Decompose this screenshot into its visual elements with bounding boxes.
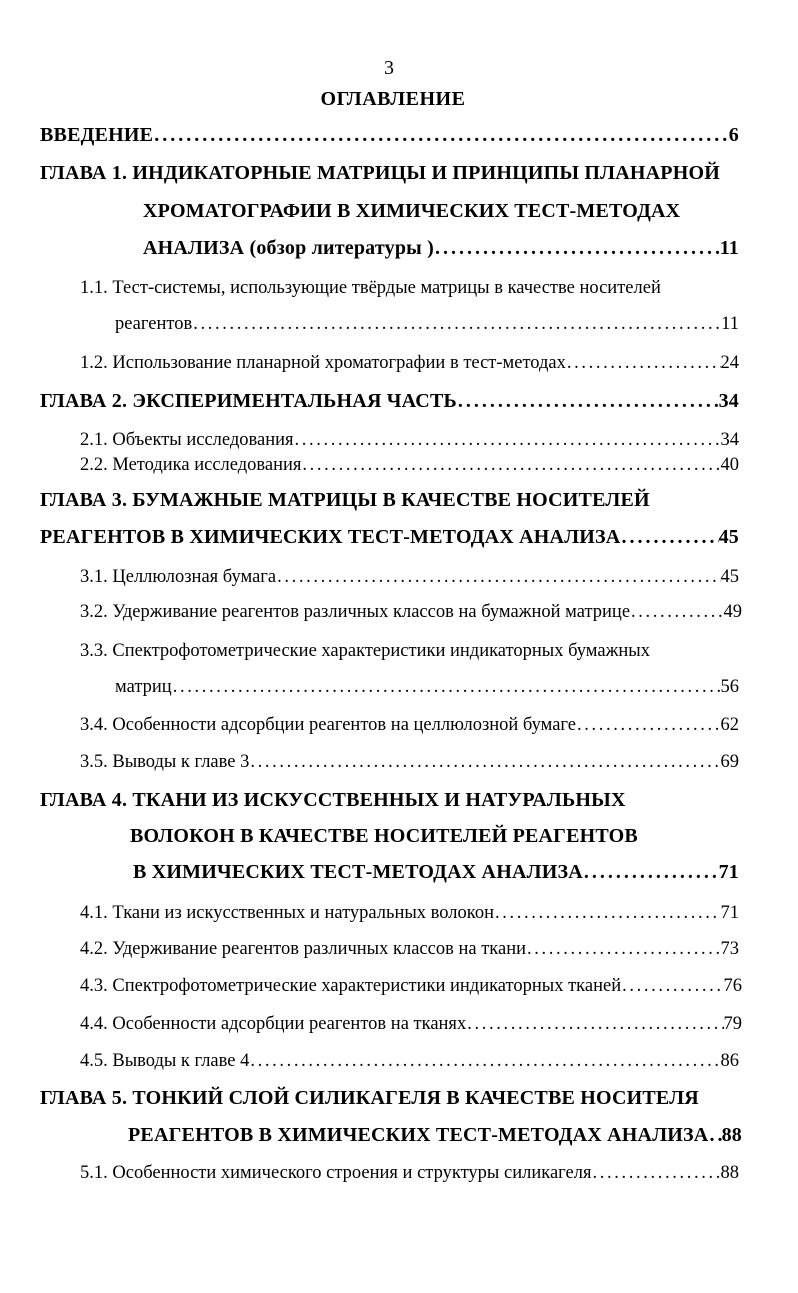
- toc-entry-text: 4.4. Особенности адсорбции реагентов на тканях: [80, 1014, 467, 1034]
- toc-entry-text: 3.4. Особенности адсорбции реагентов на целлюлозной бумаге: [80, 715, 576, 735]
- toc-page-number: 40: [720, 455, 739, 475]
- toc-page-number: 88: [721, 1124, 742, 1146]
- toc-entry-text: ГЛАВА 2. ЭКСПЕРИМЕНТАЛЬНАЯ ЧАСТЬ: [40, 390, 457, 412]
- toc-page-number: 11: [719, 237, 739, 259]
- toc-chapter-line: [40, 390, 739, 412]
- toc-entry-text: ГЛАВА 3. БУМАЖНЫЕ МАТРИЦЫ В КАЧЕСТВЕ НОСИТЕЛЕЙ: [40, 489, 650, 511]
- toc-chapter-line: [40, 789, 626, 811]
- toc-entry-text: РЕАГЕНТОВ В ХИМИЧЕСКИХ ТЕСТ-МЕТОДАХ АНАЛИЗА: [128, 1124, 709, 1146]
- toc-page-number: 76: [723, 976, 742, 996]
- dot-leader: [249, 751, 720, 773]
- toc-entry-text: 4.1. Ткани из искусственных и натуральных волокон: [80, 903, 494, 923]
- toc-chapter-line: [40, 489, 650, 511]
- dot-leader: [576, 714, 721, 736]
- toc-entry-text: 1.2. Использование планарной хроматографии в тест-методах: [80, 353, 566, 373]
- toc-page-number: 45: [720, 567, 739, 587]
- toc-page-number: 11: [721, 314, 739, 334]
- toc-section-line: [80, 714, 739, 736]
- toc-entry-text: ГЛАВА 4. ТКАНИ ИЗ ИСКУССТВЕННЫХ И НАТУРАЛЬНЫХ: [40, 789, 626, 811]
- toc-chapter-line: [128, 1124, 742, 1146]
- dot-leader: [494, 902, 721, 924]
- dot-leader: [526, 938, 721, 960]
- dot-leader: [153, 124, 729, 146]
- dot-leader: [457, 390, 719, 412]
- toc-chapter-line: [40, 526, 739, 548]
- toc-entry-text: 3.3. Спектрофотометрические характеристики индикаторных бумажных: [80, 641, 650, 661]
- toc-section-line: [80, 640, 650, 662]
- toc-entry-text: матриц: [115, 677, 172, 697]
- toc-entry-text: РЕАГЕНТОВ В ХИМИЧЕСКИХ ТЕСТ-МЕТОДАХ АНАЛИЗА: [40, 526, 621, 548]
- toc-chapter-line: [40, 162, 720, 184]
- toc-chapter-line: [133, 861, 739, 883]
- toc-page-number: 34: [720, 430, 739, 450]
- toc-section-line: [80, 352, 739, 374]
- toc-entry-text: ВОЛОКОН В КАЧЕСТВЕ НОСИТЕЛЕЙ РЕАГЕНТОВ: [130, 825, 638, 847]
- toc-entry-text: 3.1. Целлюлозная бумага: [80, 567, 277, 587]
- dot-leader: [466, 1013, 723, 1035]
- dot-leader: [621, 975, 723, 997]
- toc-entry-text: реагентов: [115, 314, 193, 334]
- page-number: 3: [384, 57, 394, 79]
- toc-section-line: [80, 1162, 739, 1184]
- dot-leader: [630, 601, 723, 623]
- toc-section-line: [80, 429, 739, 451]
- toc-chapter-line: [130, 825, 638, 847]
- dot-leader: [583, 861, 719, 883]
- toc-entry-text: 2.2. Методика исследования: [80, 455, 302, 475]
- toc-section-line: [80, 454, 739, 476]
- toc-page-number: 73: [720, 939, 739, 959]
- toc-page-number: 71: [718, 861, 739, 883]
- toc-page-number: 79: [723, 1014, 742, 1034]
- toc-page-number: 6: [728, 124, 739, 146]
- toc-section-line: [80, 1013, 742, 1035]
- toc-entry-text: ГЛАВА 5. ТОНКИЙ СЛОЙ СИЛИКАГЕЛЯ В КАЧЕСТВЕ НОСИТЕЛЯ: [40, 1087, 699, 1109]
- toc-page-number: 45: [718, 526, 739, 548]
- toc-entry-text: В ХИМИЧЕСКИХ ТЕСТ-МЕТОДАХ АНАЛИЗА: [133, 861, 583, 883]
- toc-section-line: [80, 902, 739, 924]
- toc-entry-text: АНАЛИЗА (обзор литературы ): [143, 237, 435, 259]
- toc-page-number: 69: [720, 752, 739, 772]
- toc-entry-text: ВВЕДЕНИЕ: [40, 124, 154, 146]
- toc-section-line: [80, 1050, 739, 1072]
- dot-leader: [566, 352, 721, 374]
- toc-page-number: 88: [720, 1163, 739, 1183]
- toc-page-number: 62: [720, 715, 739, 735]
- dot-leader: [294, 429, 721, 451]
- toc-page-number: 24: [720, 353, 739, 373]
- toc-section-line: [115, 313, 739, 335]
- toc-page-number: 34: [718, 390, 739, 412]
- toc-section-line: [80, 938, 739, 960]
- dot-leader: [708, 1124, 721, 1146]
- toc-entry-text: ХРОМАТОГРАФИИ В ХИМИЧЕСКИХ ТЕСТ-МЕТОДАХ: [143, 200, 681, 222]
- toc-chapter-line: [143, 200, 680, 222]
- toc-section-line: [80, 566, 739, 588]
- dot-leader: [276, 566, 720, 588]
- toc-page-number: 71: [720, 903, 739, 923]
- toc-entry-text: 4.3. Спектрофотометрические характеристики индикаторных тканей: [80, 976, 622, 996]
- dot-leader: [192, 313, 721, 335]
- toc-entry-text: 4.2. Удерживание реагентов различных классов на ткани: [80, 939, 526, 959]
- toc-page-number: 56: [720, 677, 739, 697]
- dot-leader: [620, 526, 718, 548]
- toc-entry-text: 3.5. Выводы к главе 3: [80, 752, 250, 772]
- toc-section-line: [80, 277, 661, 299]
- dot-leader: [591, 1162, 720, 1184]
- toc-entry-text: 3.2. Удерживание реагентов различных классов на бумажной матрице: [80, 602, 631, 622]
- toc-chapter-line: [143, 237, 739, 259]
- toc-section-line: [115, 676, 739, 698]
- toc-title: ОГЛАВЛЕНИЕ: [320, 88, 466, 110]
- toc-page-number: 86: [720, 1051, 739, 1071]
- toc-section-line: [80, 601, 742, 623]
- toc-entry-text: 4.5. Выводы к главе 4: [80, 1051, 250, 1071]
- dot-leader: [301, 454, 720, 476]
- toc-chapter-line: [40, 1087, 699, 1109]
- toc-page-number: 49: [723, 602, 742, 622]
- toc-entry-text: 5.1. Особенности химического строения и структуры силикагеля: [80, 1163, 592, 1183]
- toc-section-line: [80, 751, 739, 773]
- dot-leader: [249, 1050, 720, 1072]
- toc-entry-text: 2.1. Объекты исследования: [80, 430, 294, 450]
- dot-leader: [172, 676, 721, 698]
- dot-leader: [434, 237, 720, 259]
- toc-entry-text: ГЛАВА 1. ИНДИКАТОРНЫЕ МАТРИЦЫ И ПРИНЦИПЫ ПЛАНАРНОЙ: [40, 162, 720, 184]
- toc-entry-text: 1.1. Тест-системы, использующие твёрдые матрицы в качестве носителей: [80, 278, 661, 298]
- toc-section-line: [80, 975, 742, 997]
- toc-chapter-line: [40, 124, 739, 146]
